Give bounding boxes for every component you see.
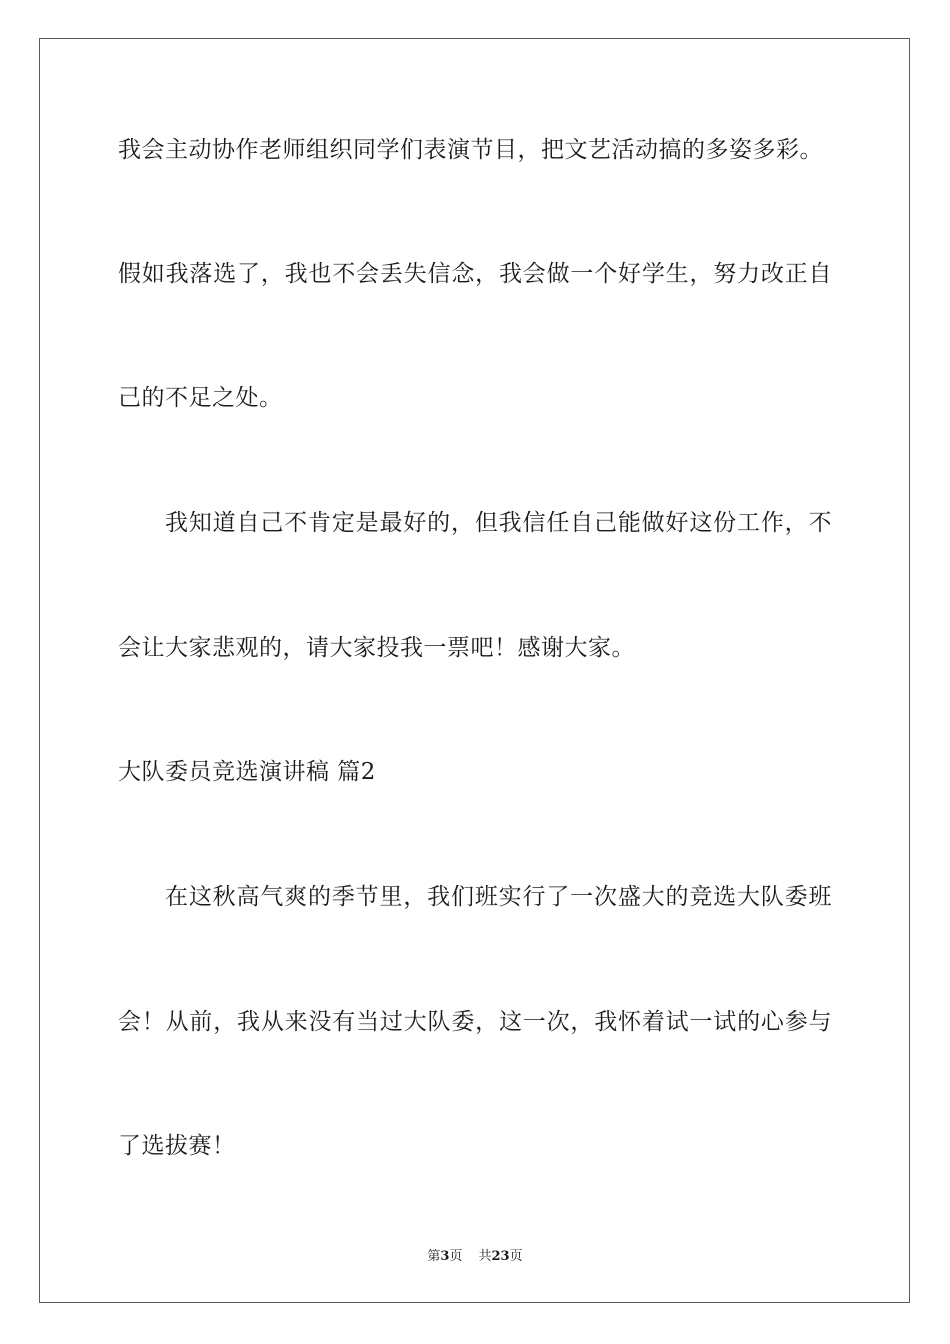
footer-current-page: 3 <box>440 1249 450 1264</box>
footer-total-suffix: 页 <box>509 1249 523 1264</box>
body-line-1: 我会主动协作老师组织同学们表演节目，把文艺活动搞的多姿多彩。 <box>118 137 823 163</box>
body-line-3: 己的不足之处。 <box>118 385 283 411</box>
footer-total-pages: 23 <box>491 1249 510 1264</box>
footer-total-prefix: 共 <box>478 1249 492 1264</box>
section-heading: 大队委员竞选演讲稿 篇2 <box>118 759 376 785</box>
body-line-6: 在这秋高气爽的季节里，我们班实行了一次盛大的竞选大队委班 <box>165 884 832 910</box>
body-line-5: 会让大家悲观的，请大家投我一票吧！感谢大家。 <box>118 635 635 661</box>
body-line-2: 假如我落选了，我也不会丢失信念，我会做一个好学生，努力改正自 <box>118 261 832 287</box>
body-line-4: 我知道自己不肯定是最好的，但我信任自己能做好这份工作，不 <box>165 510 832 536</box>
body-line-7: 会！从前，我从来没有当过大队委，这一次，我怀着试一试的心参与 <box>118 1009 832 1035</box>
page-border <box>39 38 910 1303</box>
page-footer <box>0 1248 950 1266</box>
footer-prefix: 第 <box>427 1249 441 1264</box>
body-line-8: 了选拔赛！ <box>118 1133 236 1159</box>
footer-page-suffix: 页 <box>449 1249 463 1264</box>
